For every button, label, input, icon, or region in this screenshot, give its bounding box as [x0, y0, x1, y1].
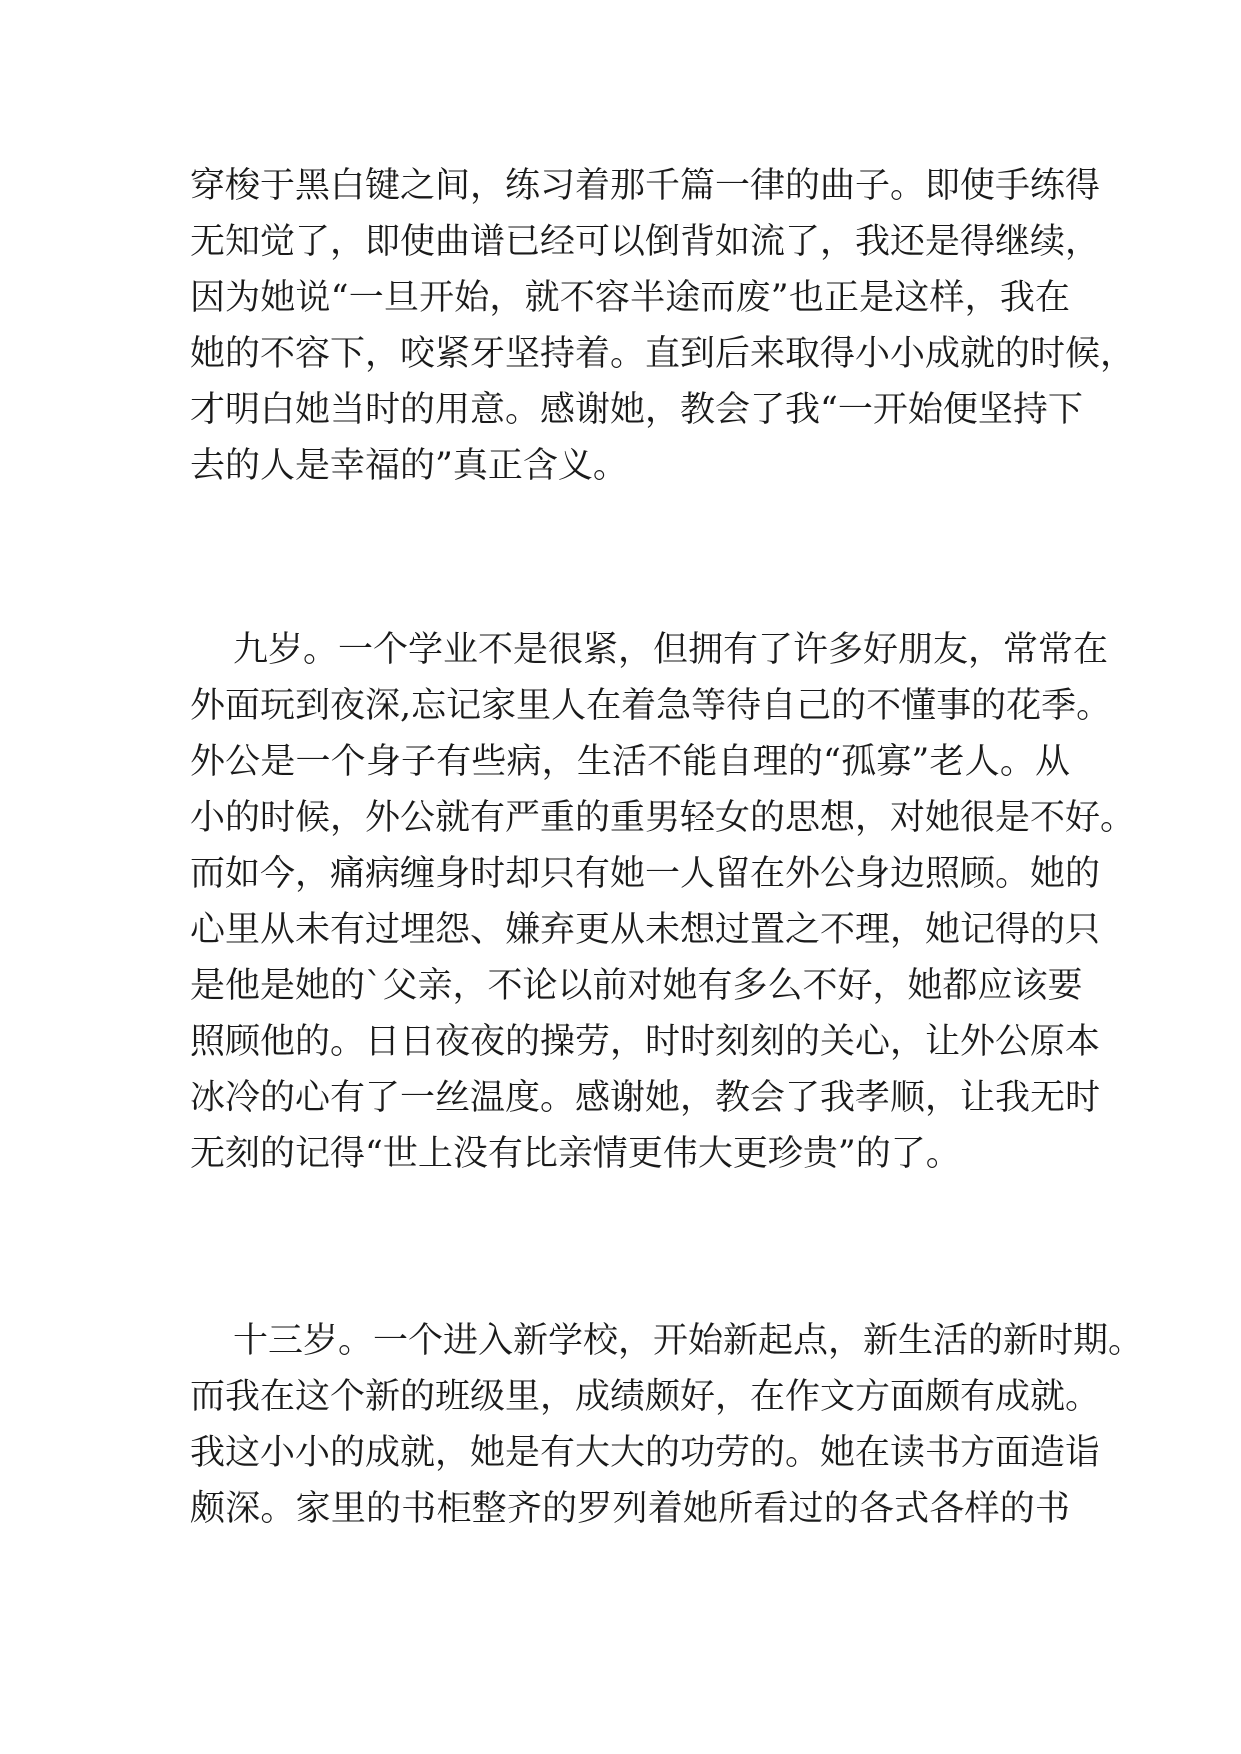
- paragraph-age-nine: [190, 622, 1136, 1182]
- text-line: 小的时候，外公就有严重的重男轻女的思想，对她很是不好。: [190, 798, 1136, 838]
- text-line: 她的不容下，咬紧牙坚持着。直到后来取得小小成就的时候，: [190, 334, 1136, 374]
- text-line: 九岁。一个学业不是很紧，但拥有了许多好朋友，常常在: [233, 630, 1109, 670]
- text-line: 无知觉了，即使曲谱已经可以倒背如流了，我还是得继续，: [190, 222, 1101, 262]
- paragraph-age-thirteen: [190, 1313, 1144, 1537]
- text-line: 颇深。家里的书柜整齐的罗列着她所看过的各式各样的书: [190, 1489, 1070, 1529]
- text-line: 而如今，痛病缠身时却只有她一人留在外公身边照顾。她的: [190, 854, 1101, 894]
- text-line: 心里从未有过埋怨、嫌弃更从未想过置之不理，她记得的只: [190, 910, 1101, 950]
- text-line: 照顾他的。日日夜夜的操劳，时时刻刻的关心，让外公原本: [190, 1022, 1101, 1062]
- text-line: 去的人是幸福的”真正含义。: [190, 446, 628, 486]
- text-line: 才明白她当时的用意。感谢她，教会了我“一开始便坚持下: [190, 390, 1083, 430]
- text-line: 外公是一个身子有些病，生活不能自理的“孤寡”老人。从: [190, 742, 1070, 782]
- text-line: 穿梭于黑白键之间，练习着那千篇一律的曲子。即使手练得: [190, 166, 1101, 206]
- text-line: 无刻的记得“世上没有比亲情更伟大更珍贵”的了。: [190, 1134, 961, 1174]
- text-line: 十三岁。一个进入新学校，开始新起点，新生活的新时期。: [233, 1321, 1144, 1361]
- text-line: 我这小小的成就，她是有大大的功劳的。她在读书方面造诣: [190, 1433, 1101, 1473]
- text-line: 因为她说“一旦开始，就不容半途而废”也正是这样，我在: [190, 278, 1070, 318]
- text-line: 而我在这个新的班级里，成绩颇好，在作文方面颇有成就。: [190, 1377, 1101, 1417]
- text-line: 外面玩到夜深,忘记家里人在着急等待自己的不懂事的花季。: [190, 686, 1112, 726]
- paragraph-piano: [190, 158, 1136, 494]
- text-line: 冰冷的心有了一丝温度。感谢她，教会了我孝顺，让我无时: [190, 1078, 1101, 1118]
- text-line: 是他是她的`父亲，不论以前对她有多么不好，她都应该要: [190, 966, 1083, 1006]
